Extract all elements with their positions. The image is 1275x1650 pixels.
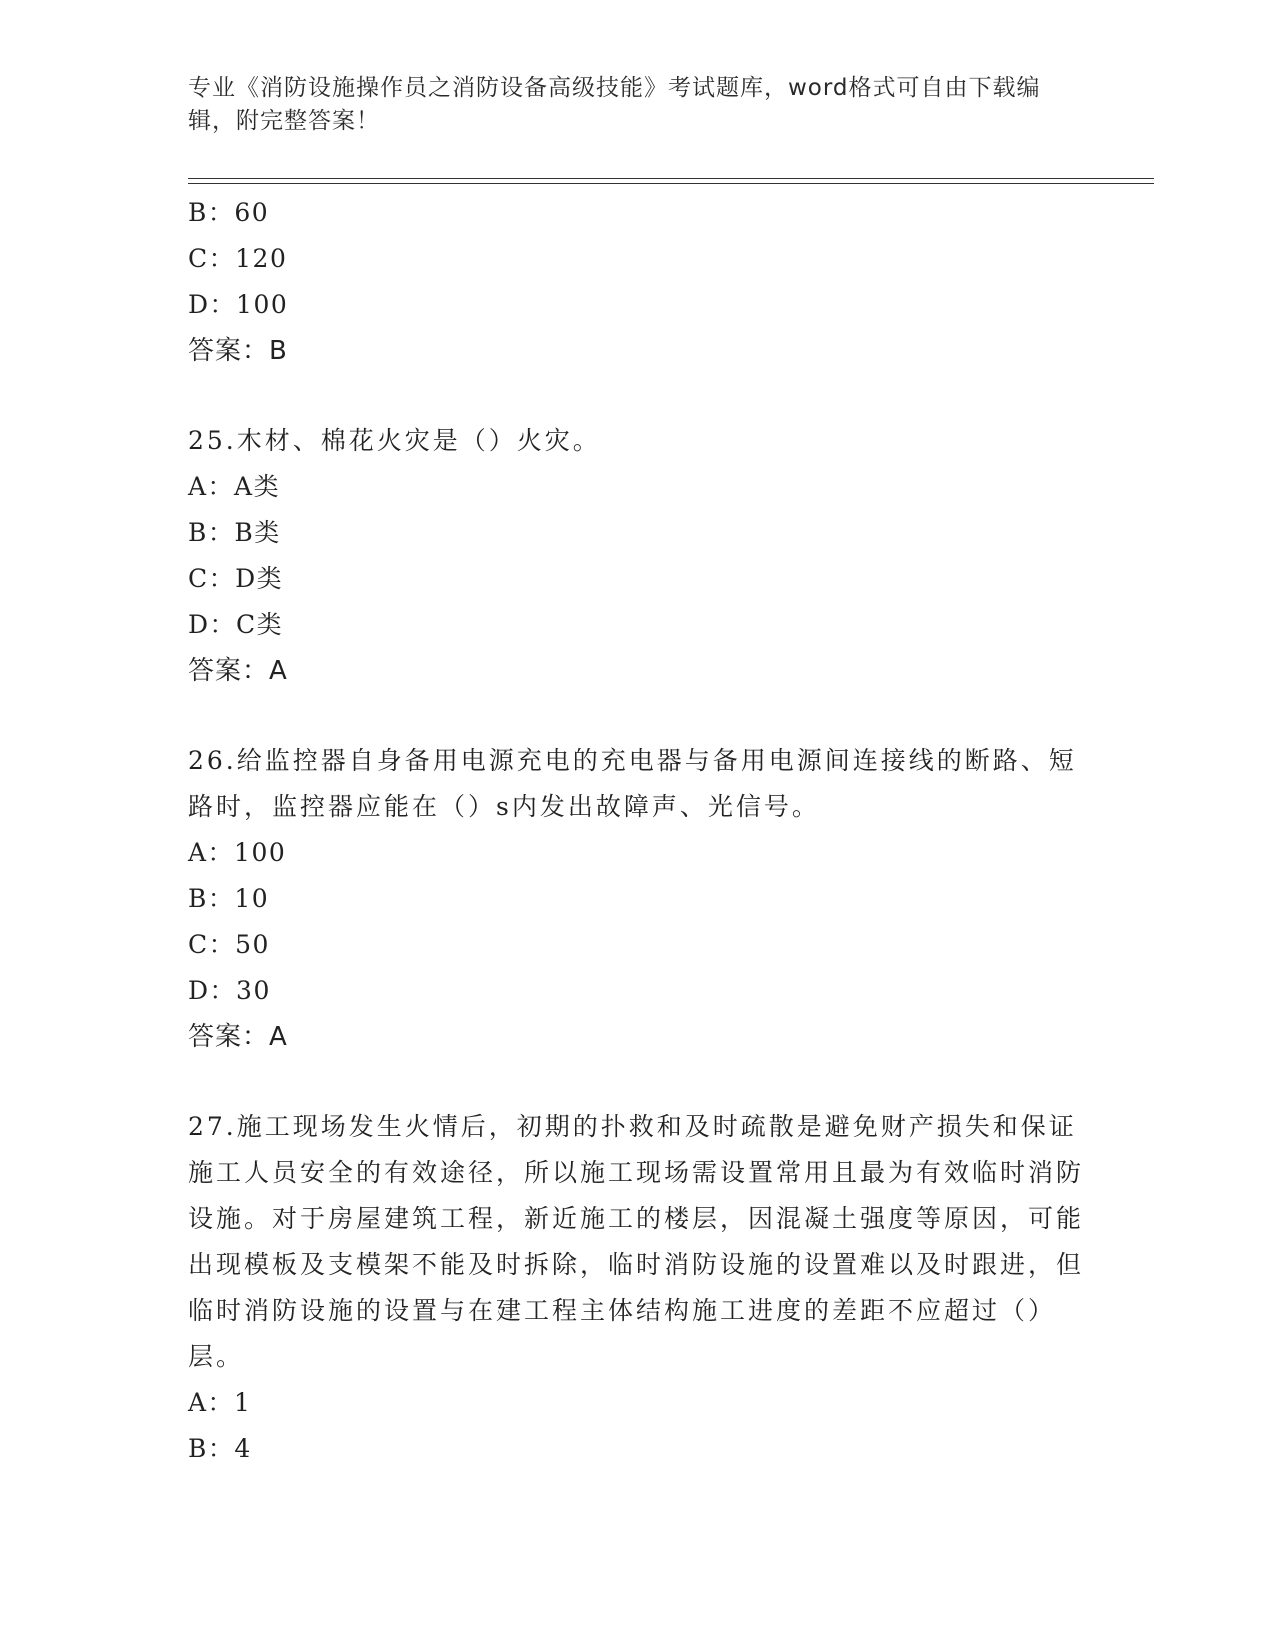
answer-line: 答案：B (188, 336, 288, 366)
option-b: B：B类 (188, 518, 281, 547)
option-d: D：C类 (188, 610, 284, 639)
option-a: A：1 (188, 1388, 252, 1417)
option-a: A：A类 (188, 472, 281, 501)
question-text: 27.施工现场发生火情后，初期的扑救和及时疏散是避免财产损失和保证施工人员安全的有效途径，所以施工现场需设置常用且最为有效临时消防设施。对于房屋建筑工程，新近施工的楼层，因混凝土强度等原因，可能出现模板及支模架不能及时拆除，临时消防设施的设置难以及时跟进，但临时消防设施的设置与在建工程主体结构施工进度的差距不应超过（）层。 (188, 1112, 1085, 1371)
option-c: C：D类 (188, 564, 284, 593)
option-c: C：50 (188, 930, 270, 959)
header-divider-bottom (188, 183, 1154, 184)
question-24-tail (188, 190, 1088, 374)
header-divider-top (188, 178, 1154, 179)
option-b: B：10 (188, 884, 270, 913)
question-26 (188, 738, 1088, 1060)
question-text: 26.给监控器自身备用电源充电的充电器与备用电源间连接线的断路、短路时，监控器应能在（）s内发出故障声、光信号。 (188, 746, 1077, 821)
option-b: B：60 (188, 198, 270, 227)
option-a: A：100 (188, 838, 287, 867)
answer-line: 答案：A (188, 656, 288, 686)
answer-line: 答案：A (188, 1022, 288, 1052)
document-header: 专业《消防设施操作员之消防设备高级技能》考试题库，word格式可自由下载编辑，附完整答案！ (188, 75, 1041, 134)
option-b: B：4 (188, 1434, 252, 1463)
question-25 (188, 418, 1088, 694)
option-c: C：120 (188, 244, 288, 273)
option-d: D：100 (188, 290, 289, 319)
question-text: 25.木材、棉花火灾是（）火灾。 (188, 426, 601, 455)
option-d: D：30 (188, 976, 271, 1005)
document-body (188, 190, 1088, 1472)
question-27 (188, 1104, 1088, 1472)
